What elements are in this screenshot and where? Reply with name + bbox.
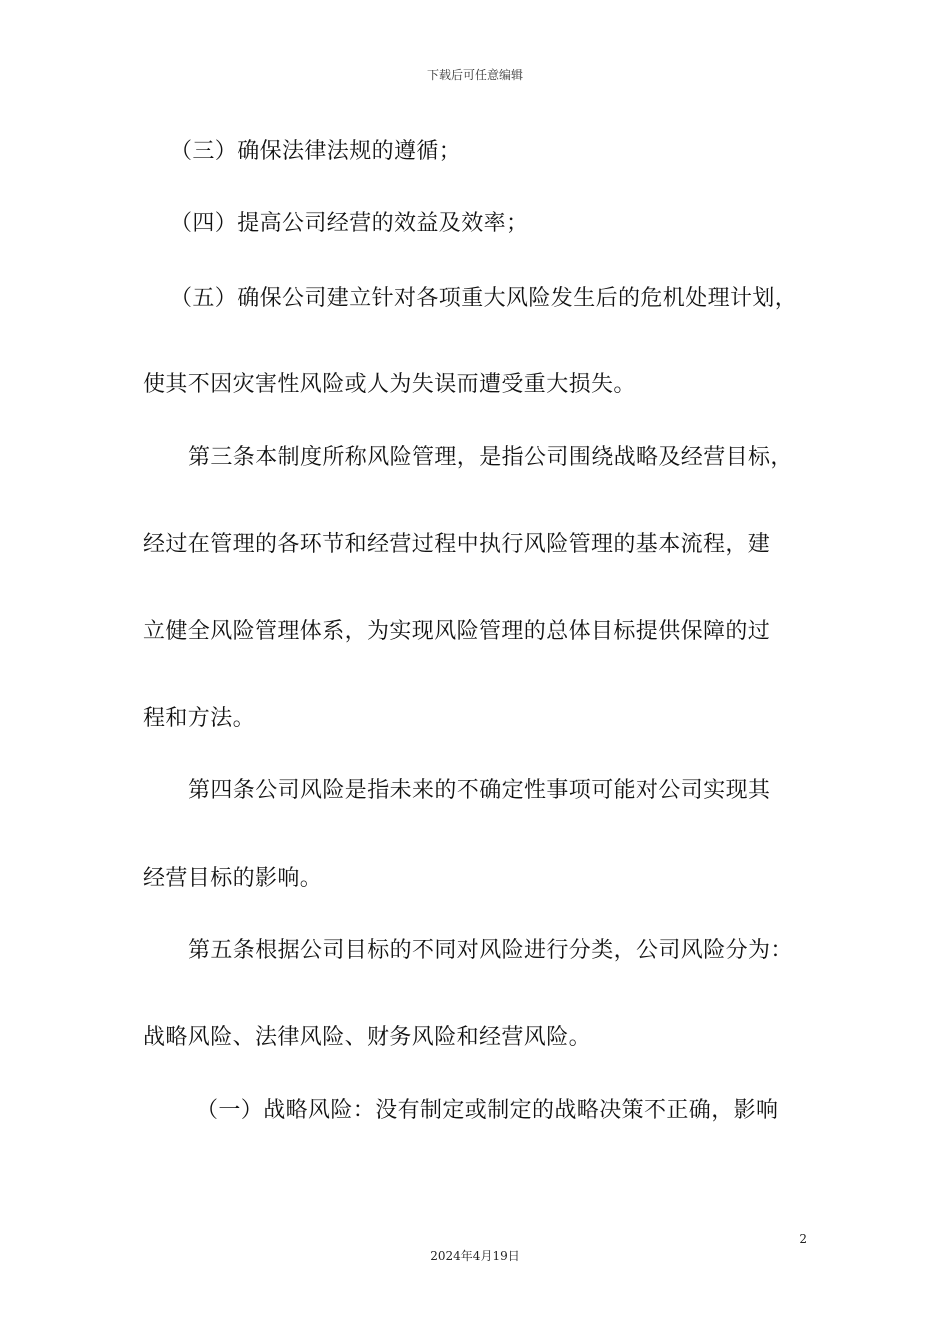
body-line-2: （四）提高公司经营的效益及效率； [170, 211, 529, 236]
body-line-10: 经营目标的影响。 [143, 866, 323, 891]
body-line-3: （五）确保公司建立针对各项重大风险发生后的危机处理计划， [170, 286, 798, 311]
body-line-11: 第五条根据公司目标的不同对风险进行分类，公司风险分为： [188, 938, 793, 963]
body-line-9: 第四条公司风险是指未来的不确定性事项可能对公司实现其 [188, 778, 771, 803]
body-line-13: （一）战略风险：没有制定或制定的战略决策不正确，影响 [196, 1098, 779, 1123]
body-line-7: 立健全风险管理体系，为实现风险管理的总体目标提供保障的过 [143, 619, 771, 644]
footer-date: 2024年4月19日 [430, 1249, 520, 1263]
body-line-5: 第三条本制度所称风险管理，是指公司围绕战略及经营目标， [188, 445, 793, 470]
body-line-8: 程和方法。 [143, 706, 256, 731]
body-line-6: 经过在管理的各环节和经营过程中执行风险管理的基本流程，建 [143, 532, 771, 557]
header-note: 下载后可任意编辑 [426, 68, 523, 82]
body-line-12: 战略风险、法律风险、财务风险和经营风险。 [143, 1025, 592, 1050]
body-line-4: 使其不因灾害性风险或人为失误而遭受重大损失。 [143, 372, 636, 397]
page-number: 2 [799, 1232, 807, 1246]
body-line-1: （三）确保法律法规的遵循； [170, 139, 462, 164]
